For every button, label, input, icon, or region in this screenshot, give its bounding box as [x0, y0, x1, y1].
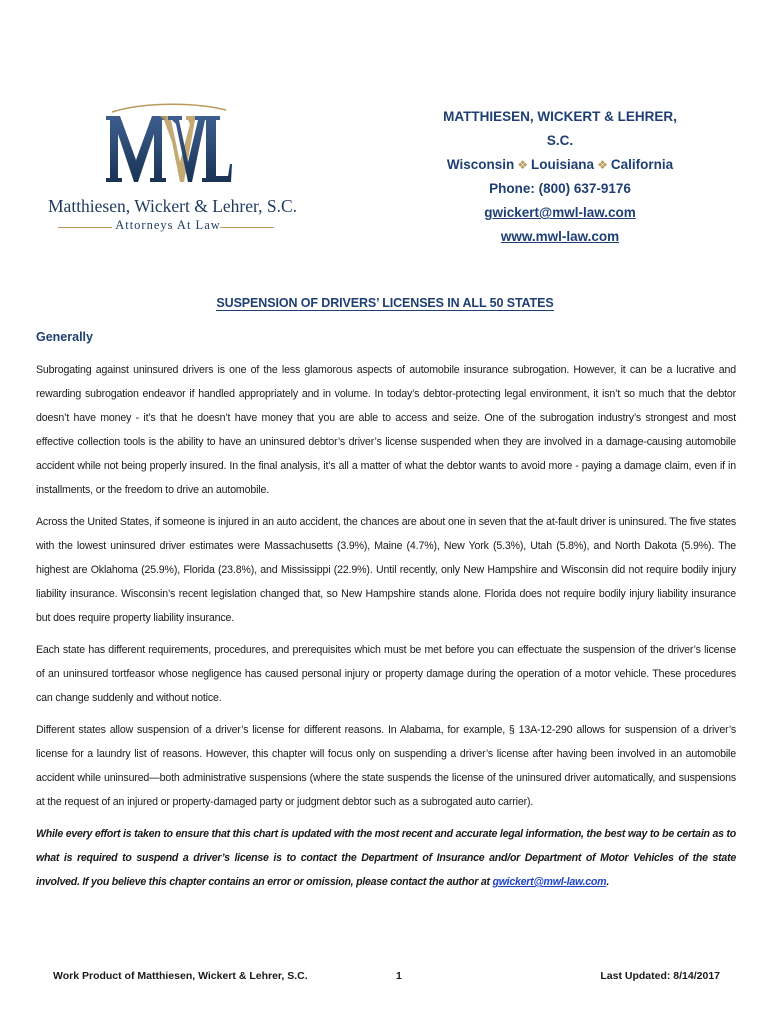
logo-tagline-row [48, 218, 288, 236]
author-email-link[interactable]: gwickert@mwl-law.com [492, 876, 607, 888]
body-paragraph: Different states allow suspension of a driver’s license for different reasons. In Alabama, for example, § 13A-12-290 allows for suspension of a driver’s license for a laundry list of reasons. However, this chapter will focus only on suspending a driver’s license after having been involved in an automobile accident while uninsured—both administrative suspensions (where the state suspends the license of the uninsured driver automatically, and suspensions at the request of an injured or property-damaged party or judgment debtor such as a subrogated auto carrier). [36, 724, 736, 808]
footer-page-number: 1 [396, 970, 402, 982]
logo-divider-right [220, 227, 274, 228]
document-body [36, 358, 736, 902]
footer-last-updated: Last Updated: 8/14/2017 [600, 970, 720, 982]
logo-firm-name: Matthiesen, Wickert & Lehrer, S.C. [48, 196, 298, 216]
contact-phone: Phone: (800) 637-9176 [489, 181, 631, 196]
disclaimer-text: While every effort is taken to ensure that this chart is updated with the most recent and accurate legal information, the best way to be certain as to what is required to suspend a driver’s license is to contact the Department of Insurance and/or Department of Motor Vehicles of the state involved. If you believe this chapter contains an error or omission, please contact the author at [36, 828, 736, 888]
state-louisiana: Louisiana [531, 157, 595, 172]
disclaimer-note [36, 822, 736, 894]
body-paragraph: Subrogating against uninsured drivers is one of the less glamorous aspects of automobile insurance subrogation. However, it can be a lucrative and rewarding subrogation endeavor if handled appropriately and in volume. In today’s debtor-protecting legal environment, it isn’t so much that the debtor doesn’t have money - it’s that he doesn’t have money that you are able to access and seize. One of the subrogation industry’s strongest and most effective collection tools is the ability to have an uninsured debtor’s driver’s license suspended when they are involved in a damage-causing automobile accident while not being properly insured. In the final analysis, it’s all a matter of what the debtor wants to avoid more - paying a damage claim, even if in installments, or the freedom to drive an automobile. [36, 364, 736, 496]
page-footer [0, 970, 770, 990]
contact-website-link[interactable]: www.mwl-law.com [500, 229, 620, 244]
contact-states [430, 153, 690, 177]
logo-tagline: Attorneys At Law [115, 218, 221, 232]
body-paragraph: Each state has different requirements, procedures, and prerequisites which must be met before you can effectuate the suspension of the driver’s license of an uninsured tortfeasor whose negligence has caused personal injury or property damage during the operation of a motor vehicle. These procedures can change suddenly and without notice. [36, 644, 736, 704]
state-wisconsin: Wisconsin [446, 157, 515, 172]
document-title-text: SUSPENSION OF DRIVERS’ LICENSES IN ALL 50 STATES [216, 296, 554, 310]
disclaimer-end: . [606, 876, 610, 888]
document-title [0, 296, 770, 310]
diamond-icon: ❖ [517, 158, 529, 172]
contact-email-link[interactable]: gwickert@mwl-law.com [484, 205, 636, 220]
mwl-monogram-logo [104, 100, 232, 190]
section-heading: Generally [36, 330, 93, 344]
diamond-icon: ❖ [597, 158, 608, 172]
contact-block [430, 105, 690, 249]
footer-work-product: Work Product of Matthiesen, Wickert & Lehrer, S.C. [53, 970, 308, 982]
state-california: California [610, 157, 674, 172]
contact-firm-name: MATTHIESEN, WICKERT & LEHRER, S.C. [443, 109, 677, 148]
body-paragraph: Across the United States, if someone is injured in an auto accident, the chances are about one in seven that the at-fault driver is uninsured. The five states with the lowest uninsured driver estimates were Massachusetts (3.9%), Maine (4.7%), New York (5.3%), Utah (5.8%), and North Dakota (5.9%). The highest are Oklahoma (25.9%), Florida (23.8%), and Mississippi (22.9%). Until recently, only New Hampshire and Wisconsin did not require bodily injury liability insurance. Wisconsin’s recent legislation changed that, so New Hampshire stands alone. Florida does not require bodily injury liability insurance but does require property liability insurance. [36, 516, 736, 624]
firm-logo [48, 100, 298, 240]
